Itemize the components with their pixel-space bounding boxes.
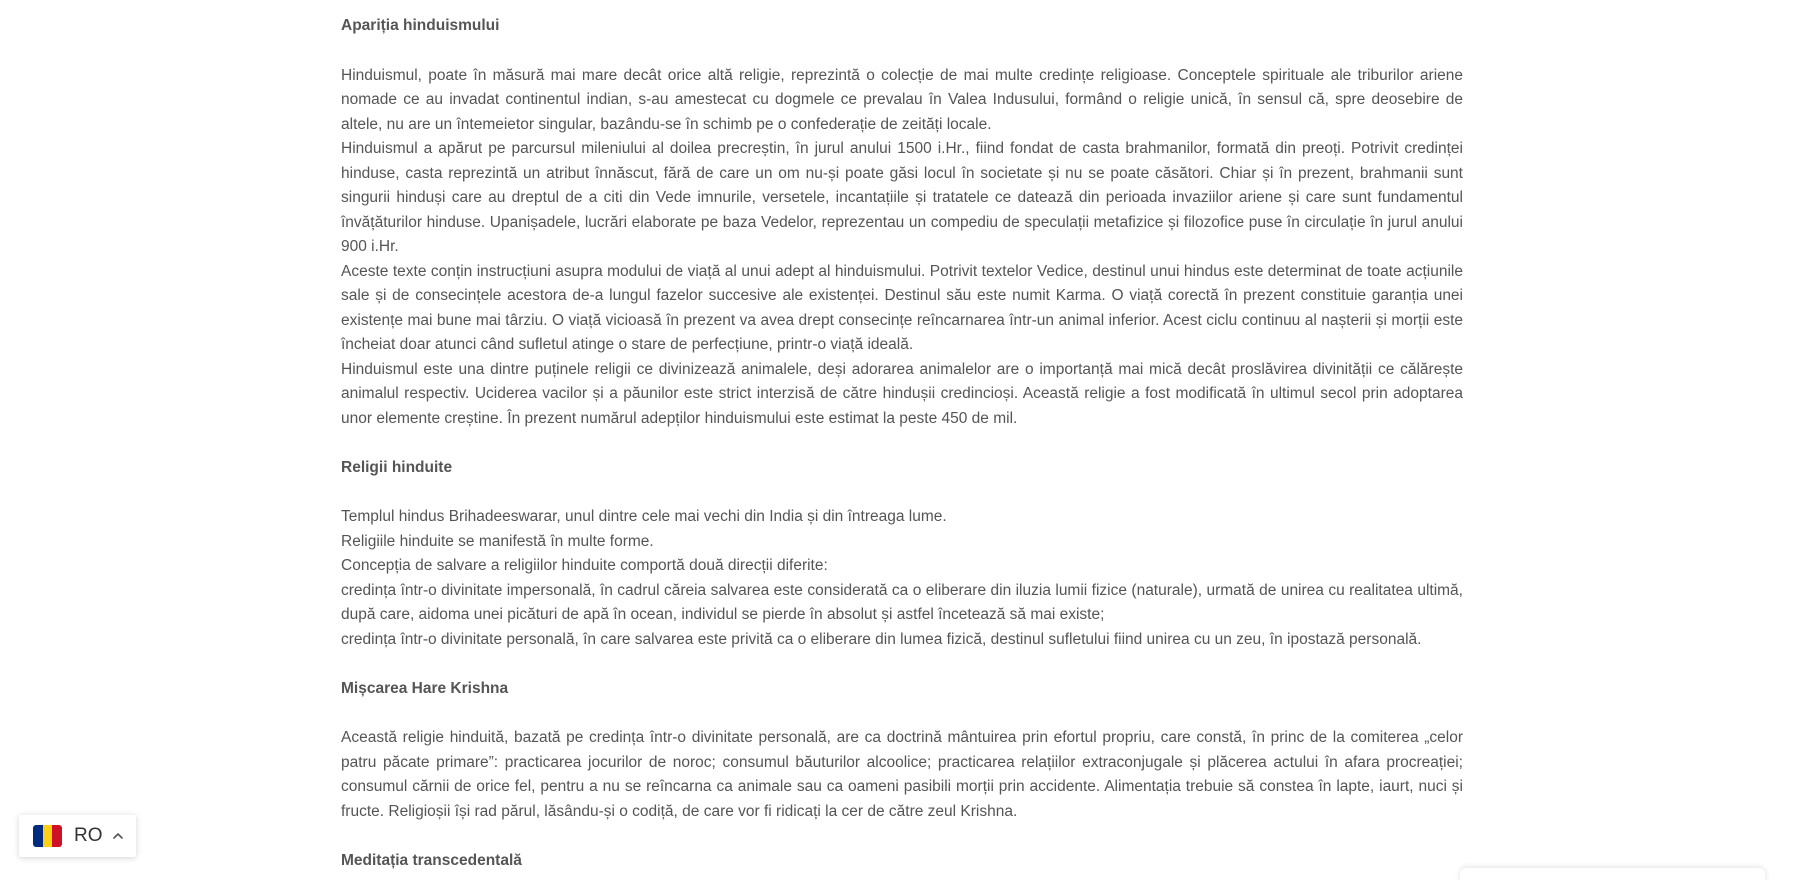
- paragraph: credința într-o divinitate impersonală, în cadrul căreia salvarea este considerată ca o eliberare din iluzia lumii fizice (naturale), urmată de unirea cu realitatea ultimă, după care, aidoma unei picături de apă în ocean, individul se pierde în absolut și astfel încetează să mai existe;: [341, 581, 1463, 623]
- paragraph: Religiile hinduite se manifestă în multe forme.: [341, 532, 654, 550]
- paragraph: credința într-o divinitate personală, în care salvarea este privită ca o eliberare din lumea fizică, destinul sufletului fiind unirea cu un zeu, în ipostază personală.: [341, 630, 1422, 648]
- section-religii-hinduite: [341, 456, 1463, 653]
- paragraph: Templul hindus Brihadeeswarar, unul dintre cele mai vechi din India și din întreaga lume.: [341, 508, 947, 525]
- language-switcher-button[interactable]: [19, 815, 136, 857]
- article-content: [341, 14, 1463, 880]
- paragraph: Hinduismul este una dintre puținele religii ce divinizează animalele, deși adorarea animalelor are o importanță mai mică decât proslăvirea divinității ce călărește animalul respectiv. Uciderea vacilor și a păunilor este strict interzisă de către hindușii credincioși. Această religie a fost modificată în ultimul secol prin adoptarea unor elemente creștine. În prezent numărul adepților hinduismului este estimat la peste 450 de mil.: [341, 360, 1463, 427]
- language-code: RO: [74, 825, 103, 846]
- paragraph: Această religie hinduită, bazată pe credința într-o divinitate personală, are ca doctrină mântuirea prin efortul propriu, care constă, în princ de la comiterea „celor patru păcate primare”: practicarea jocurilor de noroc; consumul băuturilor alcoolice; practicarea relațiilor extraconjugale și plăcerea actului în afara procreației; consumul cărnii de orice fel, pentru a nu se reîncarna ca animale sau ca oameni pasibili morții prin accidente. Alimentația trebuie să constea în lapte, iaurt, nuci și fructe. Religioșii își rad părul, lăsându-și o codiță, de care vor fi ridicați la cer de către zeul Krishna.: [341, 729, 1463, 820]
- bottom-right-widget[interactable]: [1460, 868, 1765, 880]
- section-title: Apariția hinduismului: [341, 17, 500, 34]
- paragraph: Concepția de salvare a religiilor hinduite comportă două direcții diferite:: [341, 557, 828, 574]
- romania-flag-icon: [33, 825, 62, 847]
- section-aparitia-hinduismului: [341, 14, 1463, 431]
- flag-stripe-blue: [33, 825, 43, 847]
- chevron-up-icon: [111, 829, 125, 843]
- section-miscarea-hare-krishna: [341, 677, 1463, 825]
- paragraph: Aceste texte conțin instrucțiuni asupra modului de viață al unui adept al hinduismului. Potrivit textelor Vedice, destinul unui hindus este determinat de toate acțiunile sale și de consecințele acestora de-a lungul fazelor succesive ale existenței. Destinul său este numit Karma. O viață corectă în prezent constituie garanția unei existențe mai bune mai târziu. O viață vicioasă în prezent va avea drept consecințe reîncarnarea într-un animal inferior. Acest ciclu continuu al nașterii și morții este încheiat doar atunci când sufletul atinge o stare de perfecțiune, printr-o viață ideală.: [341, 262, 1463, 353]
- paragraph: Hinduismul, poate în măsură mai mare decât orice altă religie, reprezintă o colecție de mai multe credințe religioase. Conceptele spirituale ale triburilor ariene nomade ce au invadat continentul indian, s-au amestecat cu dogmele ce prevalau în Valea Indusului, formând o religie unică, în sensul că, spre deosebire de altele, nu are un întemeietor singular, bazându-se în schimb pe o confederație de zeități locale.: [341, 66, 1463, 133]
- flag-stripe-red: [52, 825, 62, 847]
- section-title: Mișcarea Hare Krishna: [341, 679, 509, 697]
- section-meditatia-transcedentala: [341, 849, 1463, 874]
- flag-stripe-yellow: [43, 825, 53, 847]
- section-title: Religii hinduite: [341, 458, 453, 476]
- section-title: Meditația transcedentală: [341, 851, 522, 869]
- paragraph: Hinduismul a apărut pe parcursul mileniului al doilea precreștin, în jurul anului 1500 i.Hr., fiind fondat de casta brahmanilor, formată din preoți. Potrivit credinței hinduse, casta reprezintă un atribut înnăscut, fără de care un om nu-și poate găsi locul în societate și nu se poate căsători. Chiar și în prezent, brahmanii sunt singurii hinduși care au dreptul de a citi din Vede imnurile, versetele, incantațiile și tratatele ce datează din perioada invaziilor ariene și care sunt fundamentul învățăturilor hinduse. Upanișadele, lucrări elaborate pe baza Vedelor, reprezentau un compediu de speculații metafizice și filozofice puse în circulație în jurul anului 900 i.Hr.: [341, 140, 1463, 255]
